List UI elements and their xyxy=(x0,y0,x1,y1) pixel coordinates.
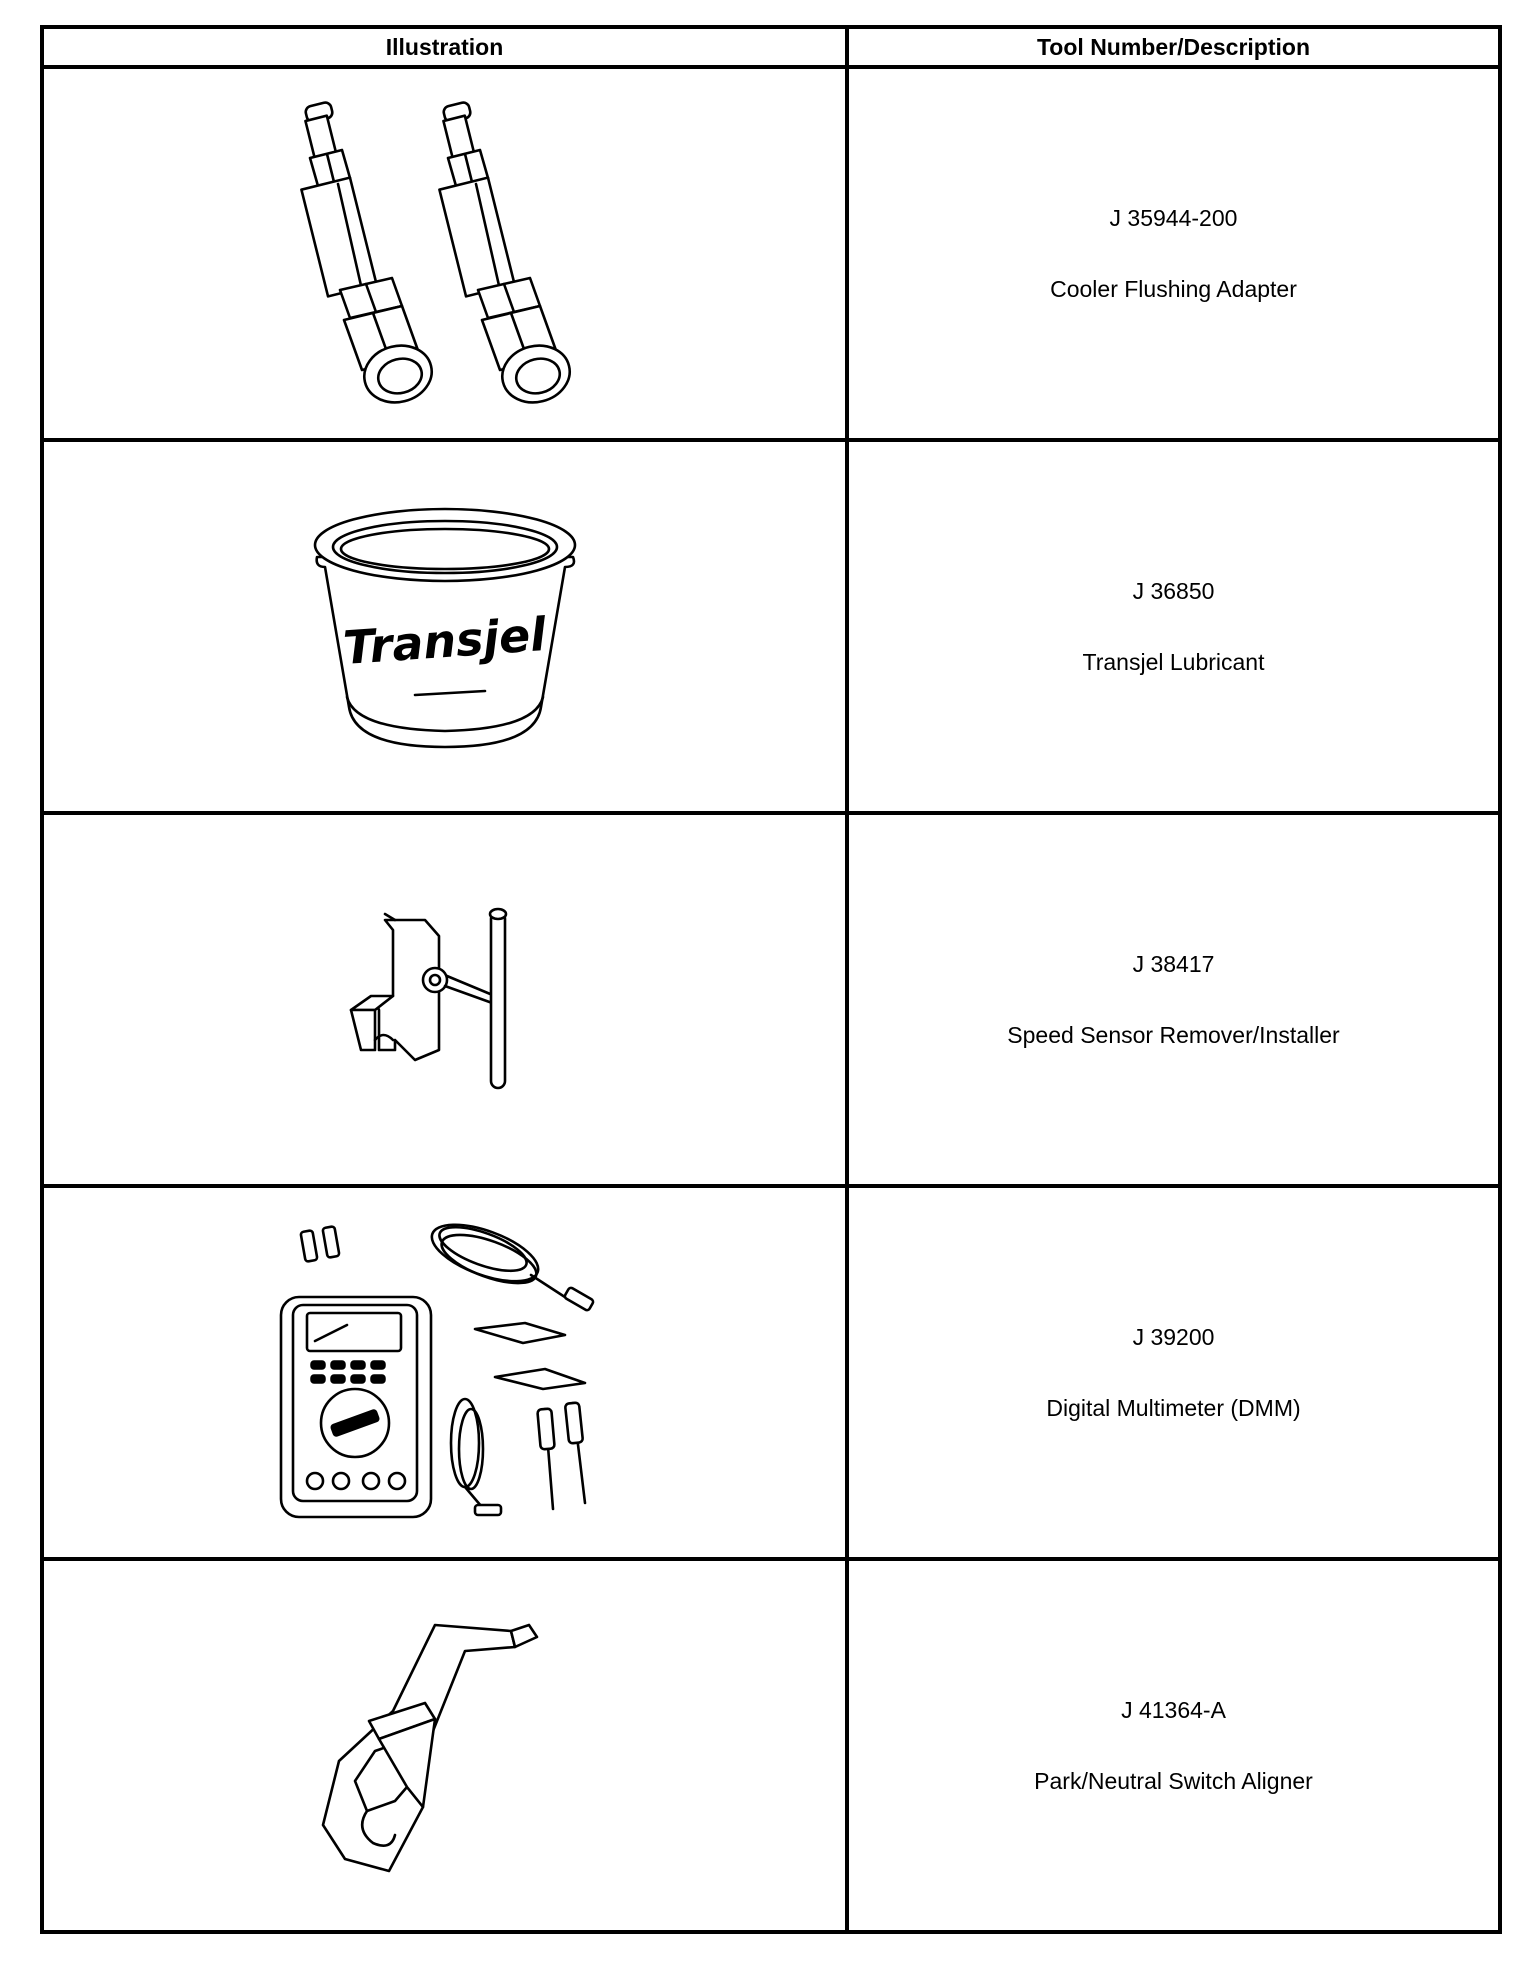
transjel-label-text: Transjel xyxy=(340,606,548,675)
table-row xyxy=(42,1559,1500,1932)
illustration-cell xyxy=(42,813,847,1186)
tool-number: J 39200 xyxy=(1132,1323,1215,1350)
tool-description-cell xyxy=(847,1559,1500,1932)
tool-number: J 35944-200 xyxy=(1109,204,1238,231)
tool-description: Cooler Flushing Adapter xyxy=(1050,275,1297,302)
tool-description: Digital Multimeter (DMM) xyxy=(1046,1394,1301,1421)
digital-multimeter-illustration xyxy=(275,1213,615,1533)
illustration-cell xyxy=(42,1559,847,1932)
tool-description: Speed Sensor Remover/Installer xyxy=(1007,1021,1340,1048)
switch-aligner-illustration xyxy=(315,1611,575,1881)
tool-number: J 38417 xyxy=(1132,950,1215,977)
tool-description: Transjel Lubricant xyxy=(1082,648,1265,675)
transjel-lubricant-illustration xyxy=(295,497,595,757)
tool-number: J 41364-A xyxy=(1121,1696,1226,1723)
tool-description-cell xyxy=(847,1186,1500,1559)
table-header-row xyxy=(42,27,1500,67)
speed-sensor-tool-illustration xyxy=(335,900,555,1100)
tool-description-cell xyxy=(847,813,1500,1186)
illustration-cell xyxy=(42,1186,847,1559)
tool-table xyxy=(40,25,1502,1934)
tool-description: Park/Neutral Switch Aligner xyxy=(1034,1767,1313,1794)
tool-description-cell xyxy=(847,440,1500,813)
header-illustration: Illustration xyxy=(42,27,847,67)
header-tool-number-description: Tool Number/Description xyxy=(847,27,1500,67)
illustration-cell xyxy=(42,440,847,813)
table-row xyxy=(42,813,1500,1186)
table-row xyxy=(42,1186,1500,1559)
table-row xyxy=(42,67,1500,440)
tool-number: J 36850 xyxy=(1132,577,1215,604)
cooler-flushing-adapter-illustration xyxy=(280,94,610,414)
tool-description-cell xyxy=(847,67,1500,440)
illustration-cell xyxy=(42,67,847,440)
table-row xyxy=(42,440,1500,813)
